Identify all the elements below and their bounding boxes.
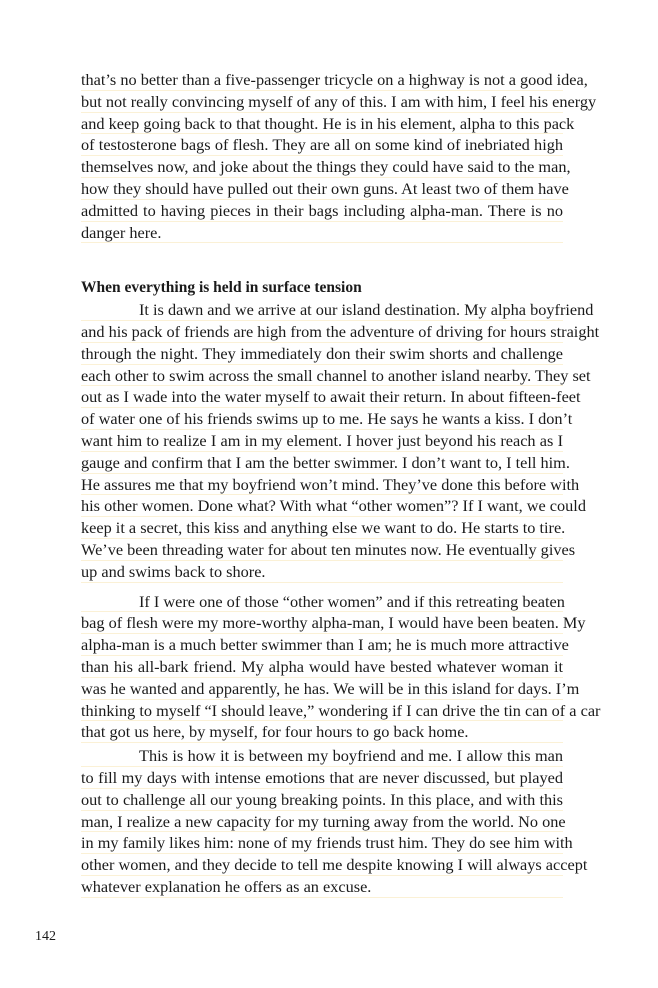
text-line: up and swims back to shore. <box>81 561 563 583</box>
text-line: thinking to myself “I should leave,” wondering if I can drive the tin can of a car <box>81 700 601 720</box>
text-line: of water one of his friends swims up to me. He says he wants a kiss. I don’t <box>81 409 573 429</box>
text-line: in my family likes him: none of my friends trust him. They do see him with <box>81 833 573 853</box>
text-line: whatever explanation he offers as an excuse. <box>81 876 563 898</box>
text-line: each other to swim across the small channel to another island nearby. They set <box>81 365 591 385</box>
text-line: admitted to having pieces in their bags including alpha-man. There is no <box>81 200 563 220</box>
text-line: themselves now, and joke about the things they could have said to the man, <box>81 157 571 177</box>
text-line: This is how it is between my boyfriend and me. I allow this man <box>81 745 563 767</box>
page-number: 142 <box>35 929 56 944</box>
text-line: how they should have pulled out their own guns. At least two of them have <box>81 178 569 198</box>
text-line: of testosterone bags of flesh. They are all on some kind of inebriated high <box>81 135 563 155</box>
page-body <box>81 69 601 898</box>
text-line: than his all-bark friend. My alpha would have bested whatever woman it <box>81 656 563 676</box>
text-line: to fill my days with intense emotions that are never discussed, but played <box>81 767 563 787</box>
text-line: keep it a secret, this kiss and anything else we want to do. He starts to tire. <box>81 518 566 538</box>
text-line: and keep going back to that thought. He is in his element, alpha to this pack <box>81 113 575 133</box>
text-line: alpha-man is a much better swimmer than I am; he is much more attractive <box>81 635 569 655</box>
text-line: man, I realize a new capacity for my turning away from the world. No one <box>81 811 566 831</box>
section-heading: When everything is held in surface tension <box>81 279 362 297</box>
text-line: but not really convincing myself of any of this. I am with him, I feel his energy <box>81 91 597 111</box>
text-line: out as I wade into the water myself to await their return. In about fifteen-feet <box>81 387 581 407</box>
text-line: bag of flesh were my more-worthy alpha-man, I would have been beaten. My <box>81 613 586 633</box>
text-line: gauge and confirm that I am the better swimmer. I don’t want to, I tell him. <box>81 452 570 472</box>
text-line: that’s no better than a five-passenger tricycle on a highway is not a good idea, <box>81 70 588 89</box>
text-line: danger here. <box>81 222 563 244</box>
paragraph-2 <box>81 299 600 582</box>
paragraph-4 <box>81 745 588 898</box>
text-line: out to challenge all our young breaking points. In this place, and with this <box>81 789 563 809</box>
text-line: He assures me that my boyfriend won’t mind. They’ve done this before with <box>81 474 580 494</box>
text-line: his other women. Done what? With what “other women”? If I want, we could <box>81 496 586 516</box>
paragraph-3 <box>81 591 601 744</box>
text-line: It is dawn and we arrive at our island destination. My alpha boyfriend <box>81 299 563 321</box>
text-line: other women, and they decide to tell me despite knowing I will always accept <box>81 855 588 875</box>
text-line: If I were one of those “other women” and if this retreating beaten <box>81 591 563 613</box>
text-line: We’ve been threading water for about ten minutes now. He eventually gives <box>81 539 576 559</box>
text-line: through the night. They immediately don their swim shorts and challenge <box>81 343 563 363</box>
text-line: that got us here, by myself, for four hours to go back home. <box>81 721 563 743</box>
text-line: and his pack of friends are high from the adventure of driving for hours straight <box>81 321 600 341</box>
text-line: was he wanted and apparently, he has. We will be in this island for days. I’m <box>81 678 580 698</box>
paragraph-1 <box>81 69 597 243</box>
text-line: want him to realize I am in my element. I hover just beyond his reach as I <box>81 430 563 450</box>
